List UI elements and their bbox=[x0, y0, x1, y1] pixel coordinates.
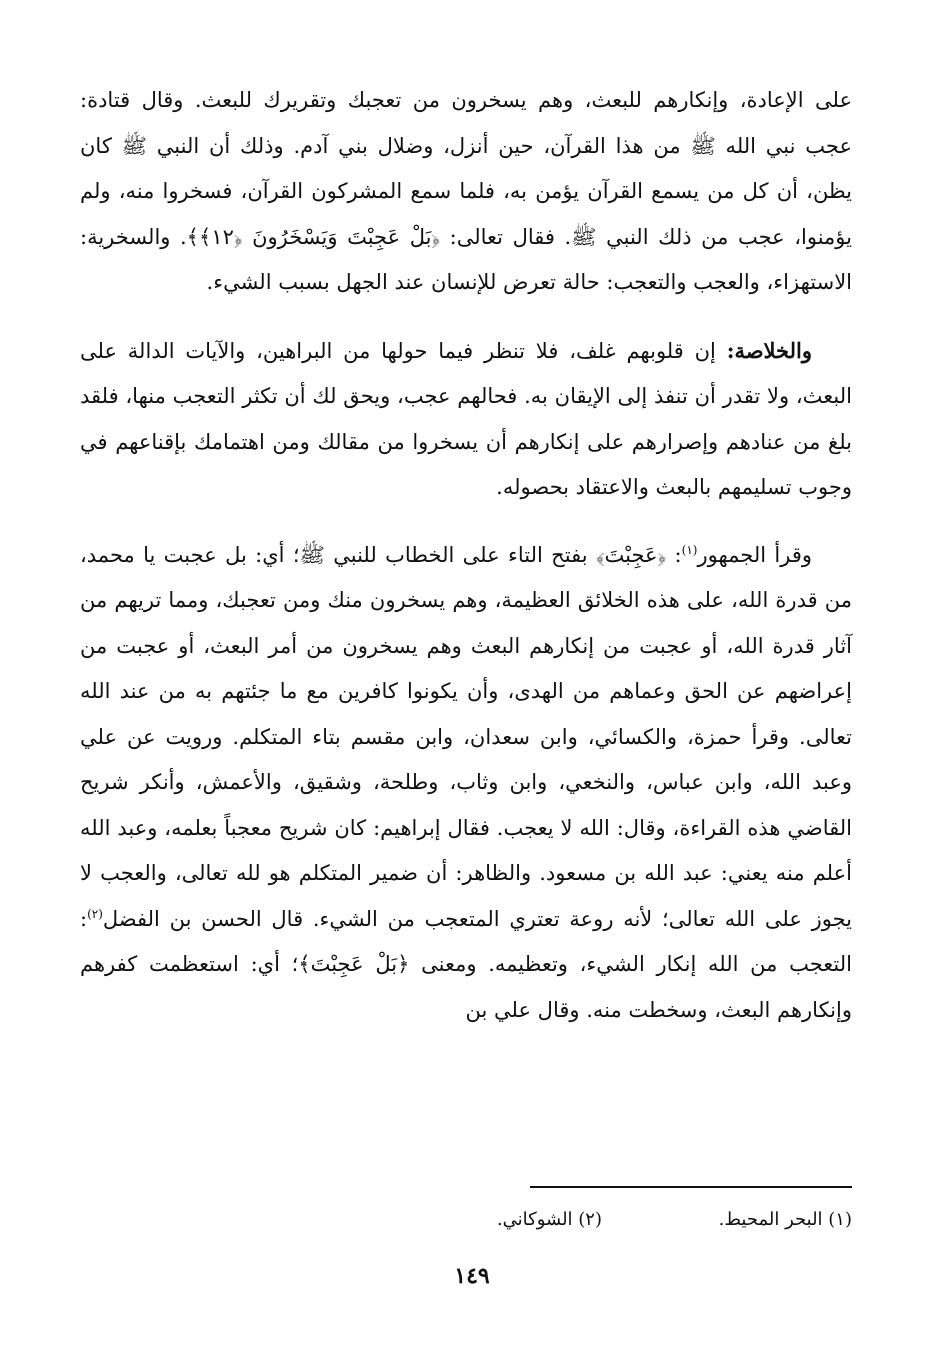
paragraph-3-part-c: : التعجب من الله إنكار الشيء، وتعظيمه. ومعنى ﴿بَلْ عَجِبْتَ﴾؛ أي: استعظمت كفرهم وإنكارهم البعث، وسخطت منه. وقال علي بن bbox=[80, 906, 852, 1022]
summary-text: إن قلوبهم غلف، فلا تنظر فيما حولها من البراهين، والآيات الدالة على البعث، ولا تقدر أن تنفذ إلى الإيقان به. فحالهم عجب، ويحق لك أن تكثر التعجب منها، فلقد بلغ من عنادهم وإصرارهم على إنكارهم أن يسخروا من مقالك ومن اهتمامك بإقناعهم في وجوب تسليمهم بالبعث والاعتقاد بحصوله. bbox=[80, 338, 852, 499]
main-text bbox=[80, 78, 852, 1033]
footnote-2: (٢) الشوكاني. bbox=[496, 1209, 602, 1230]
footnote-1: (١) البحر المحيط. bbox=[718, 1209, 852, 1230]
paragraph-3 bbox=[80, 533, 852, 1034]
footnote-divider bbox=[530, 1186, 852, 1188]
summary-label: والخلاصة: bbox=[726, 337, 812, 363]
paragraph-3-part-a: وقرأ الجمهور bbox=[697, 542, 812, 567]
page-number: ١٤٩ bbox=[454, 1263, 490, 1289]
footnote-ref-1: (١) bbox=[681, 542, 698, 557]
paragraph-3-part-b: : ﴿عَجِبْتَ﴾ بفتح التاء على الخطاب للنبي ﷺ؛ أي: بل عجبت يا محمد، من قدرة الله، على هذه الخلائق العظيمة، وهم يسخرون منك ومن تعجبك، ومما تريهم من آثار قدرة الله، أو عجبت من إنكارهم البعث وهم يسخرون من أمر البعث، أو عجبت من إعراضهم عن الحق وعماهم من الهدى، وأن يكونوا كافرين مع ما جئتهم به من عند الله تعالى. وقرأ حمزة، والكسائي، وابن سعدان، وابن مقسم بتاء المتكلم. ورويت عن علي وعبد الله، وابن عباس، والنخعي، وابن وثاب، وطلحة، وشقيق، والأعمش، وأنكر شريح القاضي هذه القراءة، وقال: الله لا يعجب. فقال إبراهيم: كان شريح معجباً بعلمه، وعبد الله أعلم منه يعني: عبد الله بن مسعود. والظاهر: أن ضمير المتكلم هو لله تعالى، والعجب لا يجوز على الله تعالى؛ لأنه روعة تعتري المتعجب من الشيء. قال الحسن بن الفضل bbox=[80, 542, 852, 931]
paragraph-2 bbox=[80, 328, 852, 511]
footnote-ref-2: (٢) bbox=[87, 906, 103, 921]
paragraph-1: على الإعادة، وإنكارهم للبعث، وهم يسخرون من تعجبك وتقريرك للبعث. وقال قتادة: عجب نبي الله ﷺ من هذا القرآن، حين أنزل، وضلال بني آدم. وذلك أن النبي ﷺ كان يظن، أن كل من يسمع القرآن يؤمن به، فلما سمع المشركون القرآن، فسخروا منه، ولم يؤمنوا، عجب من ذلك النبي ﷺ. فقال تعالى: ﴿بَلْ عَجِبْتَ وَيَسْخَرُونَ ﴿١٢﴾﴾. والسخرية: الاستهزاء، والعجب والتعجب: حالة تعرض للإنسان عند الجهل بسبب الشيء. bbox=[80, 88, 852, 294]
footnotes bbox=[300, 1200, 852, 1240]
